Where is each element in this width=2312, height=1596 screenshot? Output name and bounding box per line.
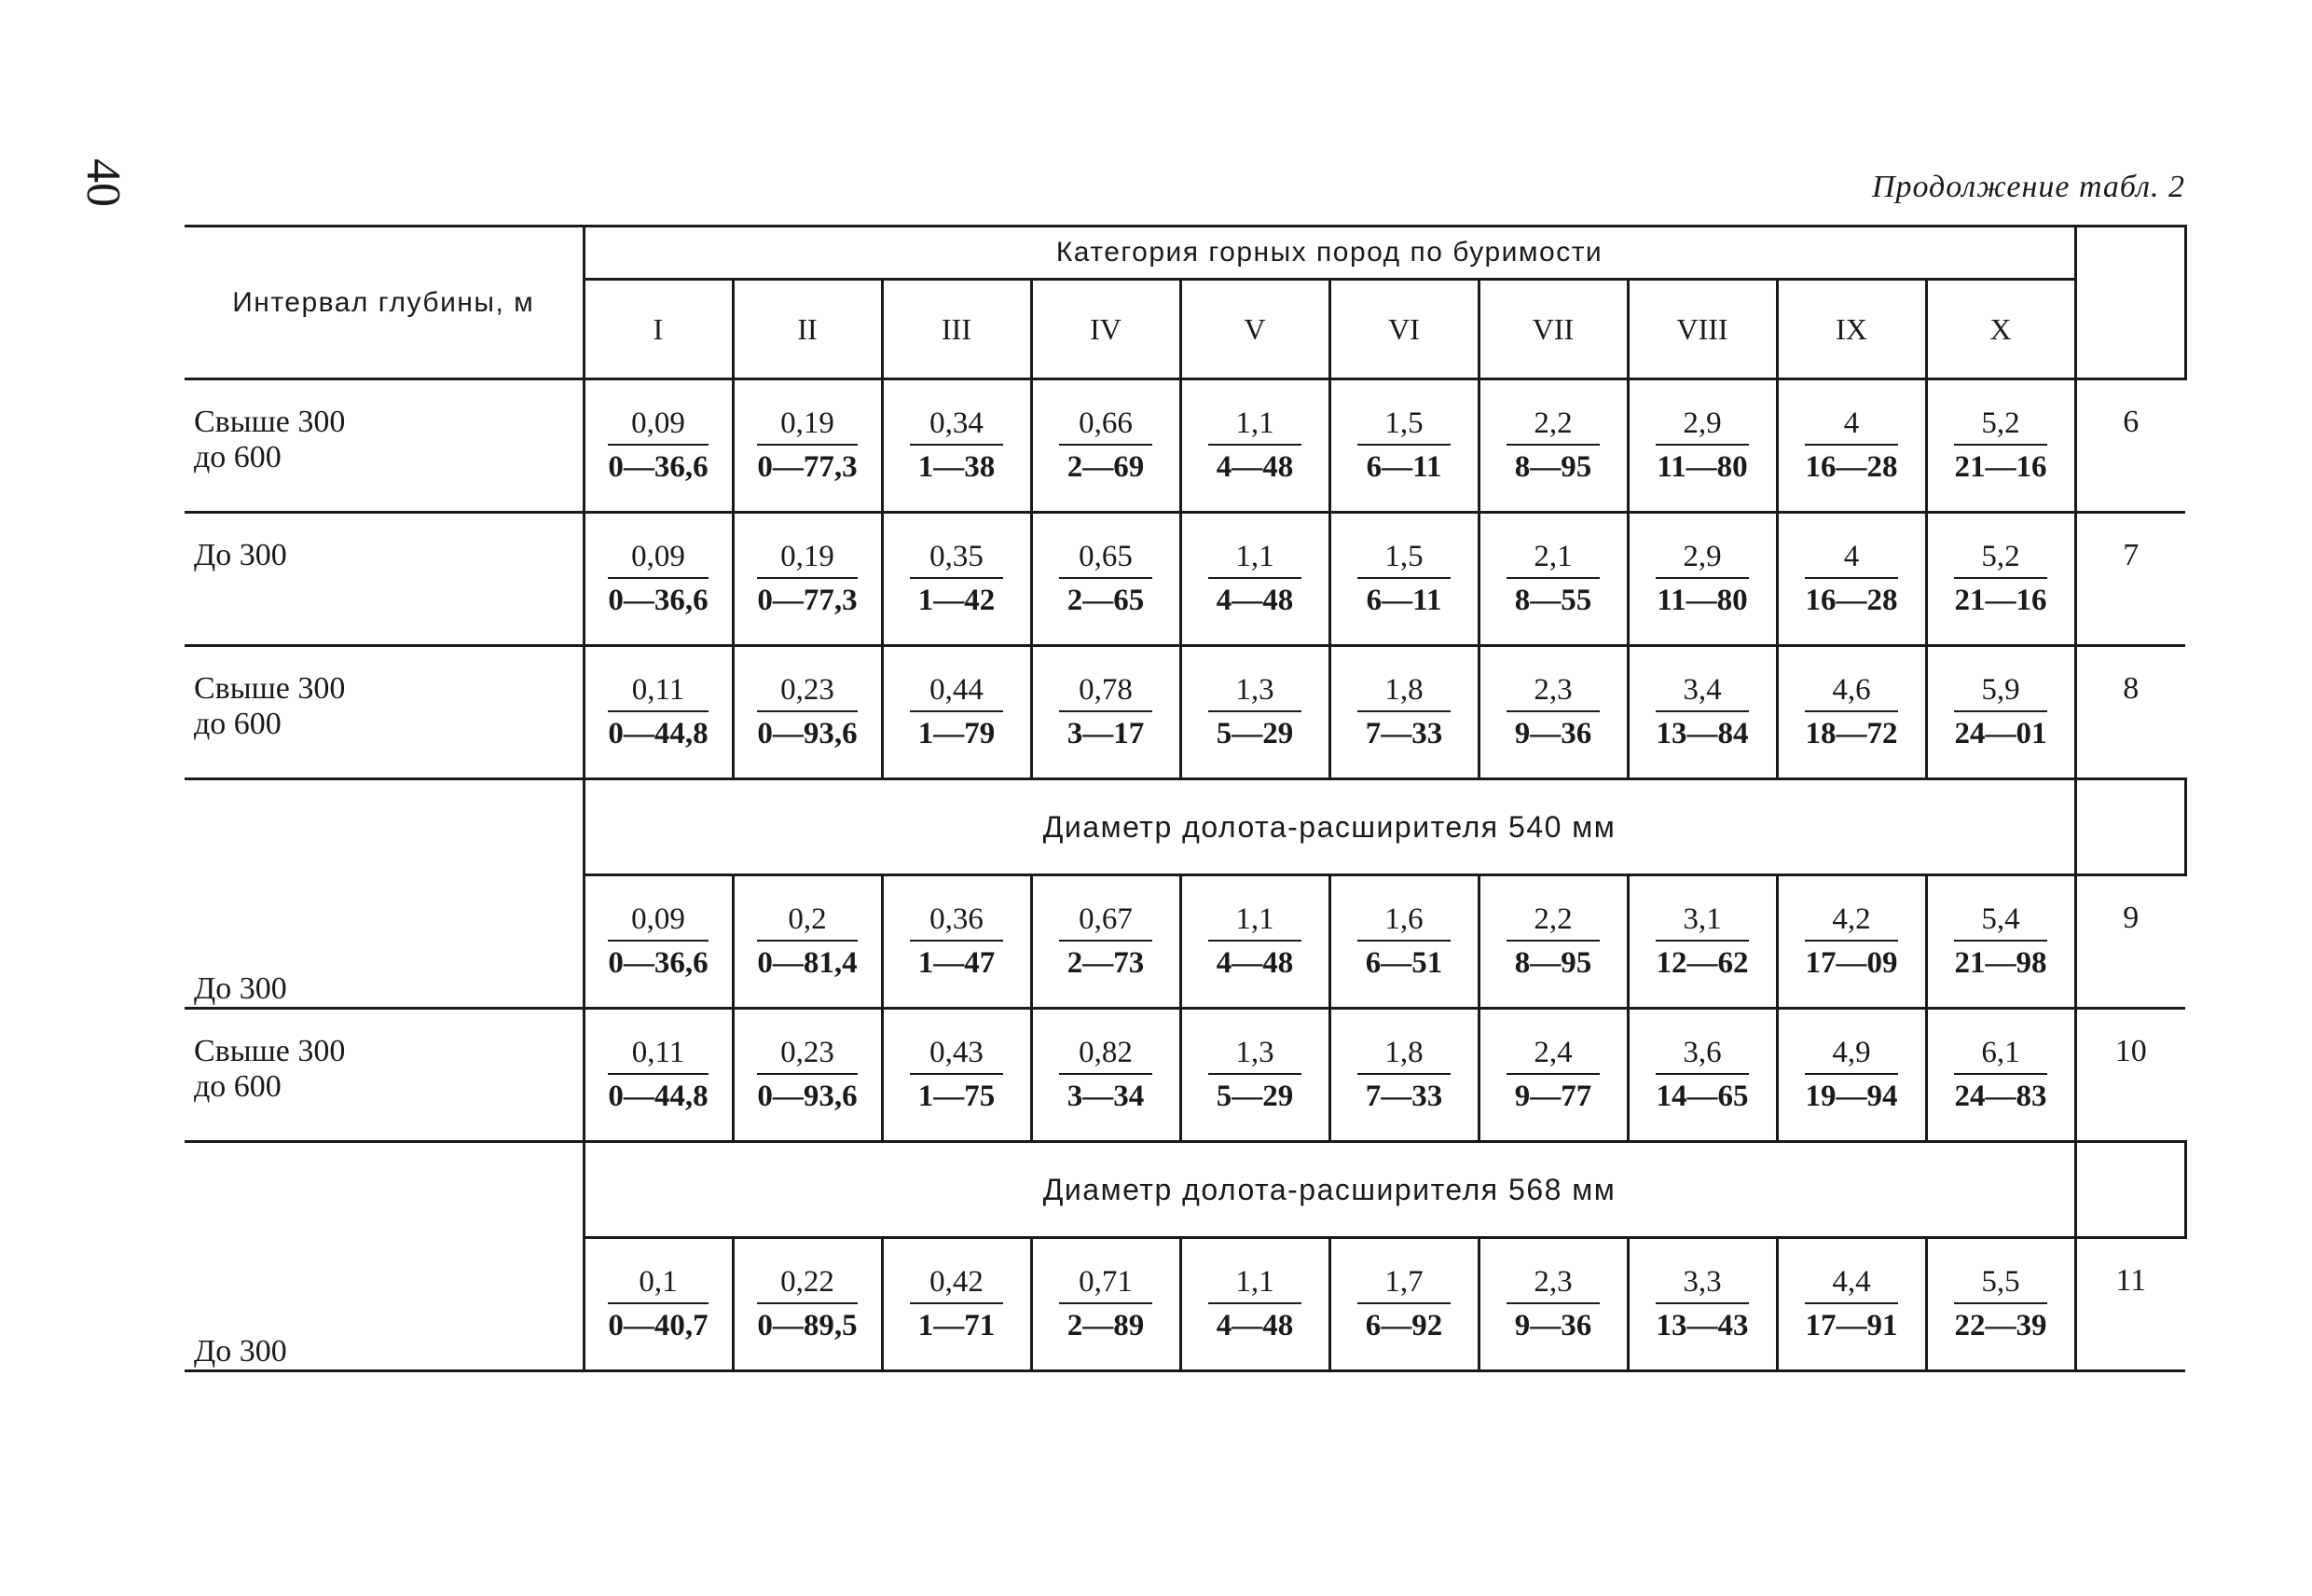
data-cell (733, 379, 882, 513)
data-cell (1180, 379, 1329, 513)
data-cell (1180, 1009, 1329, 1142)
fraction (1208, 1263, 1301, 1345)
fraction-denominator: 0—36,6 (608, 946, 709, 980)
data-cell (1628, 379, 1777, 513)
fraction-denominator: 24—83 (1954, 1080, 2047, 1113)
fraction (1507, 405, 1600, 487)
row-number: 9 (2075, 875, 2185, 1009)
fraction (1805, 1034, 1898, 1116)
fraction-denominator: 3—34 (1067, 1080, 1145, 1113)
row-number: 6 (2075, 379, 2185, 513)
fraction-denominator: 0—77,3 (757, 584, 858, 617)
fraction-numerator: 1,6 (1357, 901, 1451, 942)
data-cell (1479, 379, 1628, 513)
section-number-cell (2075, 779, 2185, 875)
fraction-denominator: 21—16 (1954, 450, 2047, 484)
row-label (185, 646, 584, 779)
fraction-numerator: 0,71 (1059, 1263, 1152, 1304)
fraction-denominator: 2—65 (1067, 584, 1145, 617)
row-label-line: до 600 (194, 707, 282, 741)
row-label-line: до 600 (194, 1069, 282, 1104)
fraction-denominator: 16—28 (1805, 584, 1898, 617)
fraction-numerator: 1,8 (1357, 671, 1451, 712)
data-cell (1777, 1238, 1926, 1371)
fraction-denominator: 5—29 (1216, 1080, 1294, 1113)
fraction-numerator: 3,3 (1656, 1263, 1749, 1304)
table-caption: Продолжение табл. 2 (1871, 170, 2185, 204)
fraction (757, 538, 857, 620)
fraction (1357, 538, 1451, 620)
data-cell (1031, 1238, 1180, 1371)
data-cell (1926, 875, 2075, 1009)
data-cell (1628, 646, 1777, 779)
data-cell (733, 1009, 882, 1142)
data-cell (1628, 513, 1777, 646)
data-cell (1479, 646, 1628, 779)
header-number-column (2075, 227, 2185, 379)
data-cell (1628, 1009, 1777, 1142)
fraction (1656, 538, 1749, 620)
fraction-denominator: 6—11 (1366, 584, 1442, 617)
fraction-numerator: 1,1 (1208, 1263, 1301, 1304)
fraction (1357, 1034, 1451, 1116)
fraction (1059, 1263, 1152, 1345)
fraction-numerator: 0,09 (608, 538, 708, 579)
row-label (185, 1142, 584, 1371)
fraction-denominator: 7—33 (1365, 717, 1443, 750)
fraction (608, 671, 708, 753)
fraction (1357, 1263, 1451, 1345)
fraction-denominator: 12—62 (1656, 946, 1749, 980)
fraction-denominator: 6—92 (1365, 1309, 1443, 1342)
fraction (1357, 671, 1451, 753)
fraction-numerator: 4 (1805, 538, 1898, 579)
fraction-numerator: 0,42 (910, 1263, 1003, 1304)
fraction-numerator: 1,8 (1357, 1034, 1451, 1075)
fraction (757, 671, 857, 753)
fraction (910, 1263, 1003, 1345)
fraction-numerator: 0,11 (608, 1034, 708, 1075)
fraction-denominator: 19—94 (1805, 1080, 1898, 1113)
fraction-numerator: 0,44 (910, 671, 1003, 712)
fraction-denominator: 4—48 (1216, 584, 1294, 617)
fraction-denominator: 0—81,4 (757, 946, 858, 980)
row-number: 10 (2075, 1009, 2185, 1142)
row-label (185, 513, 584, 646)
fraction (1357, 901, 1451, 983)
fraction-numerator: 2,3 (1507, 671, 1600, 712)
fraction-denominator: 0—40,7 (608, 1309, 709, 1342)
fraction-numerator: 3,1 (1656, 901, 1749, 942)
fraction-denominator: 1—71 (917, 1309, 996, 1342)
data-cell (1329, 513, 1479, 646)
fraction-denominator: 1—47 (917, 946, 996, 980)
data-cell (1479, 513, 1628, 646)
fraction (910, 671, 1003, 753)
header-col-9: IX (1777, 280, 1926, 379)
row-label-line: Свыше 300 (194, 671, 346, 706)
row-label-line: До 300 (194, 538, 287, 572)
fraction-numerator: 0,23 (757, 671, 857, 712)
fraction-numerator: 0,36 (910, 901, 1003, 942)
data-cell (882, 1238, 1031, 1371)
data-cell (1031, 513, 1180, 646)
section-header-row (185, 1142, 2185, 1238)
data-cell (1628, 1238, 1777, 1371)
fraction-numerator: 0,1 (608, 1263, 708, 1304)
data-cell (1777, 379, 1926, 513)
fraction-denominator: 2—69 (1067, 450, 1145, 484)
fraction-numerator: 4,4 (1805, 1263, 1898, 1304)
fraction-numerator: 1,5 (1357, 538, 1451, 579)
row-label-line: Свыше 300 (194, 405, 346, 439)
fraction-denominator: 0—36,6 (608, 584, 709, 617)
data-cell (584, 1238, 733, 1371)
fraction (1507, 1263, 1600, 1345)
fraction-numerator: 0,23 (757, 1034, 857, 1075)
fraction-numerator: 2,1 (1507, 538, 1600, 579)
row-number: 11 (2075, 1238, 2185, 1371)
fraction-denominator: 6—51 (1365, 946, 1443, 980)
fraction-numerator: 0,19 (757, 405, 857, 446)
fraction (1656, 901, 1749, 983)
data-cell (733, 875, 882, 1009)
data-cell (1926, 1238, 2075, 1371)
fraction-numerator: 1,3 (1208, 671, 1301, 712)
fraction-denominator: 4—48 (1216, 450, 1294, 484)
fraction-denominator: 13—43 (1656, 1309, 1749, 1342)
section-number-cell (2075, 1142, 2185, 1238)
fraction-denominator: 21—16 (1954, 584, 2047, 617)
fraction (1656, 405, 1749, 487)
data-cell (1479, 1009, 1628, 1142)
fraction-numerator: 0,09 (608, 901, 708, 942)
fraction (608, 901, 708, 983)
data-cell (1926, 646, 2075, 779)
header-category: Категория горных пород по буримости (584, 227, 2075, 280)
fraction (1059, 538, 1152, 620)
fraction-denominator: 0—93,6 (757, 717, 858, 750)
table-row (185, 513, 2185, 646)
fraction-numerator: 0,66 (1059, 405, 1152, 446)
data-cell (1329, 1009, 1479, 1142)
data-cell (1329, 646, 1479, 779)
fraction-denominator: 0—44,8 (608, 717, 709, 750)
fraction (1357, 405, 1451, 487)
header-col-5: V (1180, 280, 1329, 379)
fraction-denominator: 1—38 (917, 450, 996, 484)
data-cell (1777, 1009, 1926, 1142)
fraction (1059, 1034, 1152, 1116)
fraction-numerator: 0,22 (757, 1263, 857, 1304)
data-cell (1180, 875, 1329, 1009)
header-col-8: VIII (1628, 280, 1777, 379)
data-cell (1031, 379, 1180, 513)
fraction-denominator: 4—48 (1216, 946, 1294, 980)
fraction-denominator: 0—89,5 (757, 1309, 858, 1342)
fraction-numerator: 1,7 (1357, 1263, 1451, 1304)
fraction-denominator: 5—29 (1216, 717, 1294, 750)
fraction-denominator: 21—98 (1954, 946, 2047, 980)
fraction (608, 1263, 708, 1345)
fraction-denominator: 0—77,3 (757, 450, 858, 484)
fraction (1656, 1263, 1749, 1345)
fraction (1805, 901, 1898, 983)
table-row (185, 646, 2185, 779)
header-col-3: III (882, 280, 1031, 379)
data-cell (882, 646, 1031, 779)
fraction (1954, 538, 2047, 620)
fraction (1208, 405, 1301, 487)
fraction (910, 538, 1003, 620)
data-cell (1479, 875, 1628, 1009)
fraction (608, 405, 708, 487)
fraction-denominator: 8—55 (1514, 584, 1592, 617)
section-title: Диаметр долота-расширителя 540 мм (584, 779, 2075, 875)
header-col-1: I (584, 280, 733, 379)
fraction (1059, 901, 1152, 983)
fraction-denominator: 3—17 (1067, 717, 1145, 750)
fraction (1208, 538, 1301, 620)
fraction (757, 405, 857, 487)
fraction (1954, 405, 2047, 487)
fraction-denominator: 1—79 (917, 717, 996, 750)
fraction (910, 901, 1003, 983)
data-cell (1180, 513, 1329, 646)
fraction-numerator: 4,2 (1805, 901, 1898, 942)
table-row (185, 1009, 2185, 1142)
row-label-line: До 300 (194, 971, 287, 1006)
fraction-denominator: 6—11 (1366, 450, 1442, 484)
header-col-6: VI (1329, 280, 1479, 379)
header-col-10: X (1926, 280, 2075, 379)
fraction-numerator: 4,9 (1805, 1034, 1898, 1075)
data-cell (1180, 646, 1329, 779)
fraction (910, 1034, 1003, 1116)
fraction-numerator: 2,2 (1507, 405, 1600, 446)
fraction-denominator: 0—44,8 (608, 1080, 709, 1113)
data-cell (1031, 875, 1180, 1009)
fraction-denominator: 2—73 (1067, 946, 1145, 980)
fraction-denominator: 14—65 (1656, 1080, 1749, 1113)
header-col-2: II (733, 280, 882, 379)
fraction-numerator: 2,3 (1507, 1263, 1600, 1304)
fraction-numerator: 3,6 (1656, 1034, 1749, 1075)
fraction (1507, 671, 1600, 753)
data-cell (733, 1238, 882, 1371)
data-cell (882, 875, 1031, 1009)
fraction (1805, 671, 1898, 753)
row-label (185, 1009, 584, 1142)
row-label (185, 779, 584, 1009)
row-label-line: Свыше 300 (194, 1034, 346, 1068)
fraction-numerator: 4 (1805, 405, 1898, 446)
fraction-denominator: 4—48 (1216, 1309, 1294, 1342)
fraction (1954, 1034, 2047, 1116)
table-row (185, 379, 2185, 513)
fraction-numerator: 5,2 (1954, 405, 2047, 446)
fraction-numerator: 5,5 (1954, 1263, 2047, 1304)
fraction (1805, 538, 1898, 620)
fraction-numerator: 0,43 (910, 1034, 1003, 1075)
fraction (1805, 405, 1898, 487)
fraction (1507, 538, 1600, 620)
row-number: 7 (2075, 513, 2185, 646)
fraction (1208, 901, 1301, 983)
fraction-denominator: 9—36 (1514, 1309, 1592, 1342)
fraction-numerator: 1,1 (1208, 538, 1301, 579)
fraction-numerator: 0,35 (910, 538, 1003, 579)
header-col-4: IV (1031, 280, 1180, 379)
fraction-denominator: 11—80 (1657, 450, 1748, 484)
fraction (1954, 1263, 2047, 1345)
data-cell (733, 513, 882, 646)
page-number: 40 (76, 158, 130, 207)
fraction (1954, 671, 2047, 753)
data-cell (882, 379, 1031, 513)
fraction-denominator: 2—89 (1067, 1309, 1145, 1342)
row-label-line: До 300 (194, 1334, 287, 1369)
fraction-numerator: 2,9 (1656, 405, 1749, 446)
fraction (1954, 901, 2047, 983)
fraction (757, 1263, 857, 1345)
drilling-rate-table (185, 225, 2187, 1372)
fraction-denominator: 11—80 (1657, 584, 1748, 617)
fraction-numerator: 0,11 (608, 671, 708, 712)
data-cell (584, 513, 733, 646)
fraction-denominator: 7—33 (1365, 1080, 1443, 1113)
fraction-numerator: 2,9 (1656, 538, 1749, 579)
fraction (757, 1034, 857, 1116)
data-cell (1329, 1238, 1479, 1371)
data-cell (584, 646, 733, 779)
data-cell (1777, 646, 1926, 779)
fraction-numerator: 1,3 (1208, 1034, 1301, 1075)
fraction-numerator: 0,82 (1059, 1034, 1152, 1075)
fraction (1656, 671, 1749, 753)
fraction-numerator: 0,2 (757, 901, 857, 942)
fraction (1208, 671, 1301, 753)
fraction (608, 1034, 708, 1116)
fraction (1805, 1263, 1898, 1345)
fraction-denominator: 13—84 (1656, 717, 1749, 750)
data-cell (1777, 513, 1926, 646)
fraction-denominator: 9—77 (1514, 1080, 1592, 1113)
data-cell (882, 1009, 1031, 1142)
section-title: Диаметр долота-расширителя 568 мм (584, 1142, 2075, 1238)
fraction-denominator: 17—09 (1805, 946, 1898, 980)
data-cell (733, 646, 882, 779)
header-interval: Интервал глубины, м (185, 227, 584, 379)
fraction-denominator: 0—93,6 (757, 1080, 858, 1113)
fraction (1656, 1034, 1749, 1116)
fraction-numerator: 5,2 (1954, 538, 2047, 579)
fraction-numerator: 5,4 (1954, 901, 2047, 942)
fraction-numerator: 4,6 (1805, 671, 1898, 712)
data-cell (1180, 1238, 1329, 1371)
fraction-numerator: 0,34 (910, 405, 1003, 446)
fraction-denominator: 8—95 (1514, 946, 1592, 980)
data-cell (1628, 875, 1777, 1009)
data-cell (1926, 379, 2075, 513)
data-cell (1926, 1009, 2075, 1142)
fraction-numerator: 1,5 (1357, 405, 1451, 446)
data-cell (1031, 646, 1180, 779)
data-cell (1777, 875, 1926, 1009)
fraction (1507, 1034, 1600, 1116)
fraction-denominator: 1—75 (917, 1080, 996, 1113)
fraction-denominator: 17—91 (1805, 1309, 1898, 1342)
row-number: 8 (2075, 646, 2185, 779)
fraction-numerator: 2,4 (1507, 1034, 1600, 1075)
fraction (1507, 901, 1600, 983)
fraction (1059, 671, 1152, 753)
fraction-denominator: 1—42 (917, 584, 996, 617)
fraction-numerator: 5,9 (1954, 671, 2047, 712)
data-cell (584, 875, 733, 1009)
fraction-numerator: 0,19 (757, 538, 857, 579)
fraction-denominator: 9—36 (1514, 717, 1592, 750)
fraction-denominator: 18—72 (1805, 717, 1898, 750)
fraction (1059, 405, 1152, 487)
fraction (910, 405, 1003, 487)
fraction (608, 538, 708, 620)
fraction-numerator: 6,1 (1954, 1034, 2047, 1075)
fraction-numerator: 1,1 (1208, 901, 1301, 942)
data-cell (882, 513, 1031, 646)
data-cell (1031, 1009, 1180, 1142)
data-cell (1329, 379, 1479, 513)
fraction-numerator: 2,2 (1507, 901, 1600, 942)
fraction-numerator: 0,65 (1059, 538, 1152, 579)
section-header-row (185, 779, 2185, 875)
fraction-numerator: 0,78 (1059, 671, 1152, 712)
fraction-denominator: 0—36,6 (608, 450, 709, 484)
row-label-line: до 600 (194, 440, 282, 475)
fraction-denominator: 8—95 (1514, 450, 1592, 484)
fraction-numerator: 0,67 (1059, 901, 1152, 942)
fraction (1208, 1034, 1301, 1116)
data-cell (1926, 513, 2075, 646)
fraction-numerator: 3,4 (1656, 671, 1749, 712)
data-cell (584, 379, 733, 513)
row-label (185, 379, 584, 513)
fraction-numerator: 0,09 (608, 405, 708, 446)
header-col-7: VII (1479, 280, 1628, 379)
fraction (757, 901, 857, 983)
fraction-denominator: 16—28 (1805, 450, 1898, 484)
data-cell (584, 1009, 733, 1142)
fraction-denominator: 22—39 (1954, 1309, 2047, 1342)
data-cell (1329, 875, 1479, 1009)
fraction-numerator: 1,1 (1208, 405, 1301, 446)
data-cell (1479, 1238, 1628, 1371)
fraction-denominator: 24—01 (1954, 717, 2047, 750)
